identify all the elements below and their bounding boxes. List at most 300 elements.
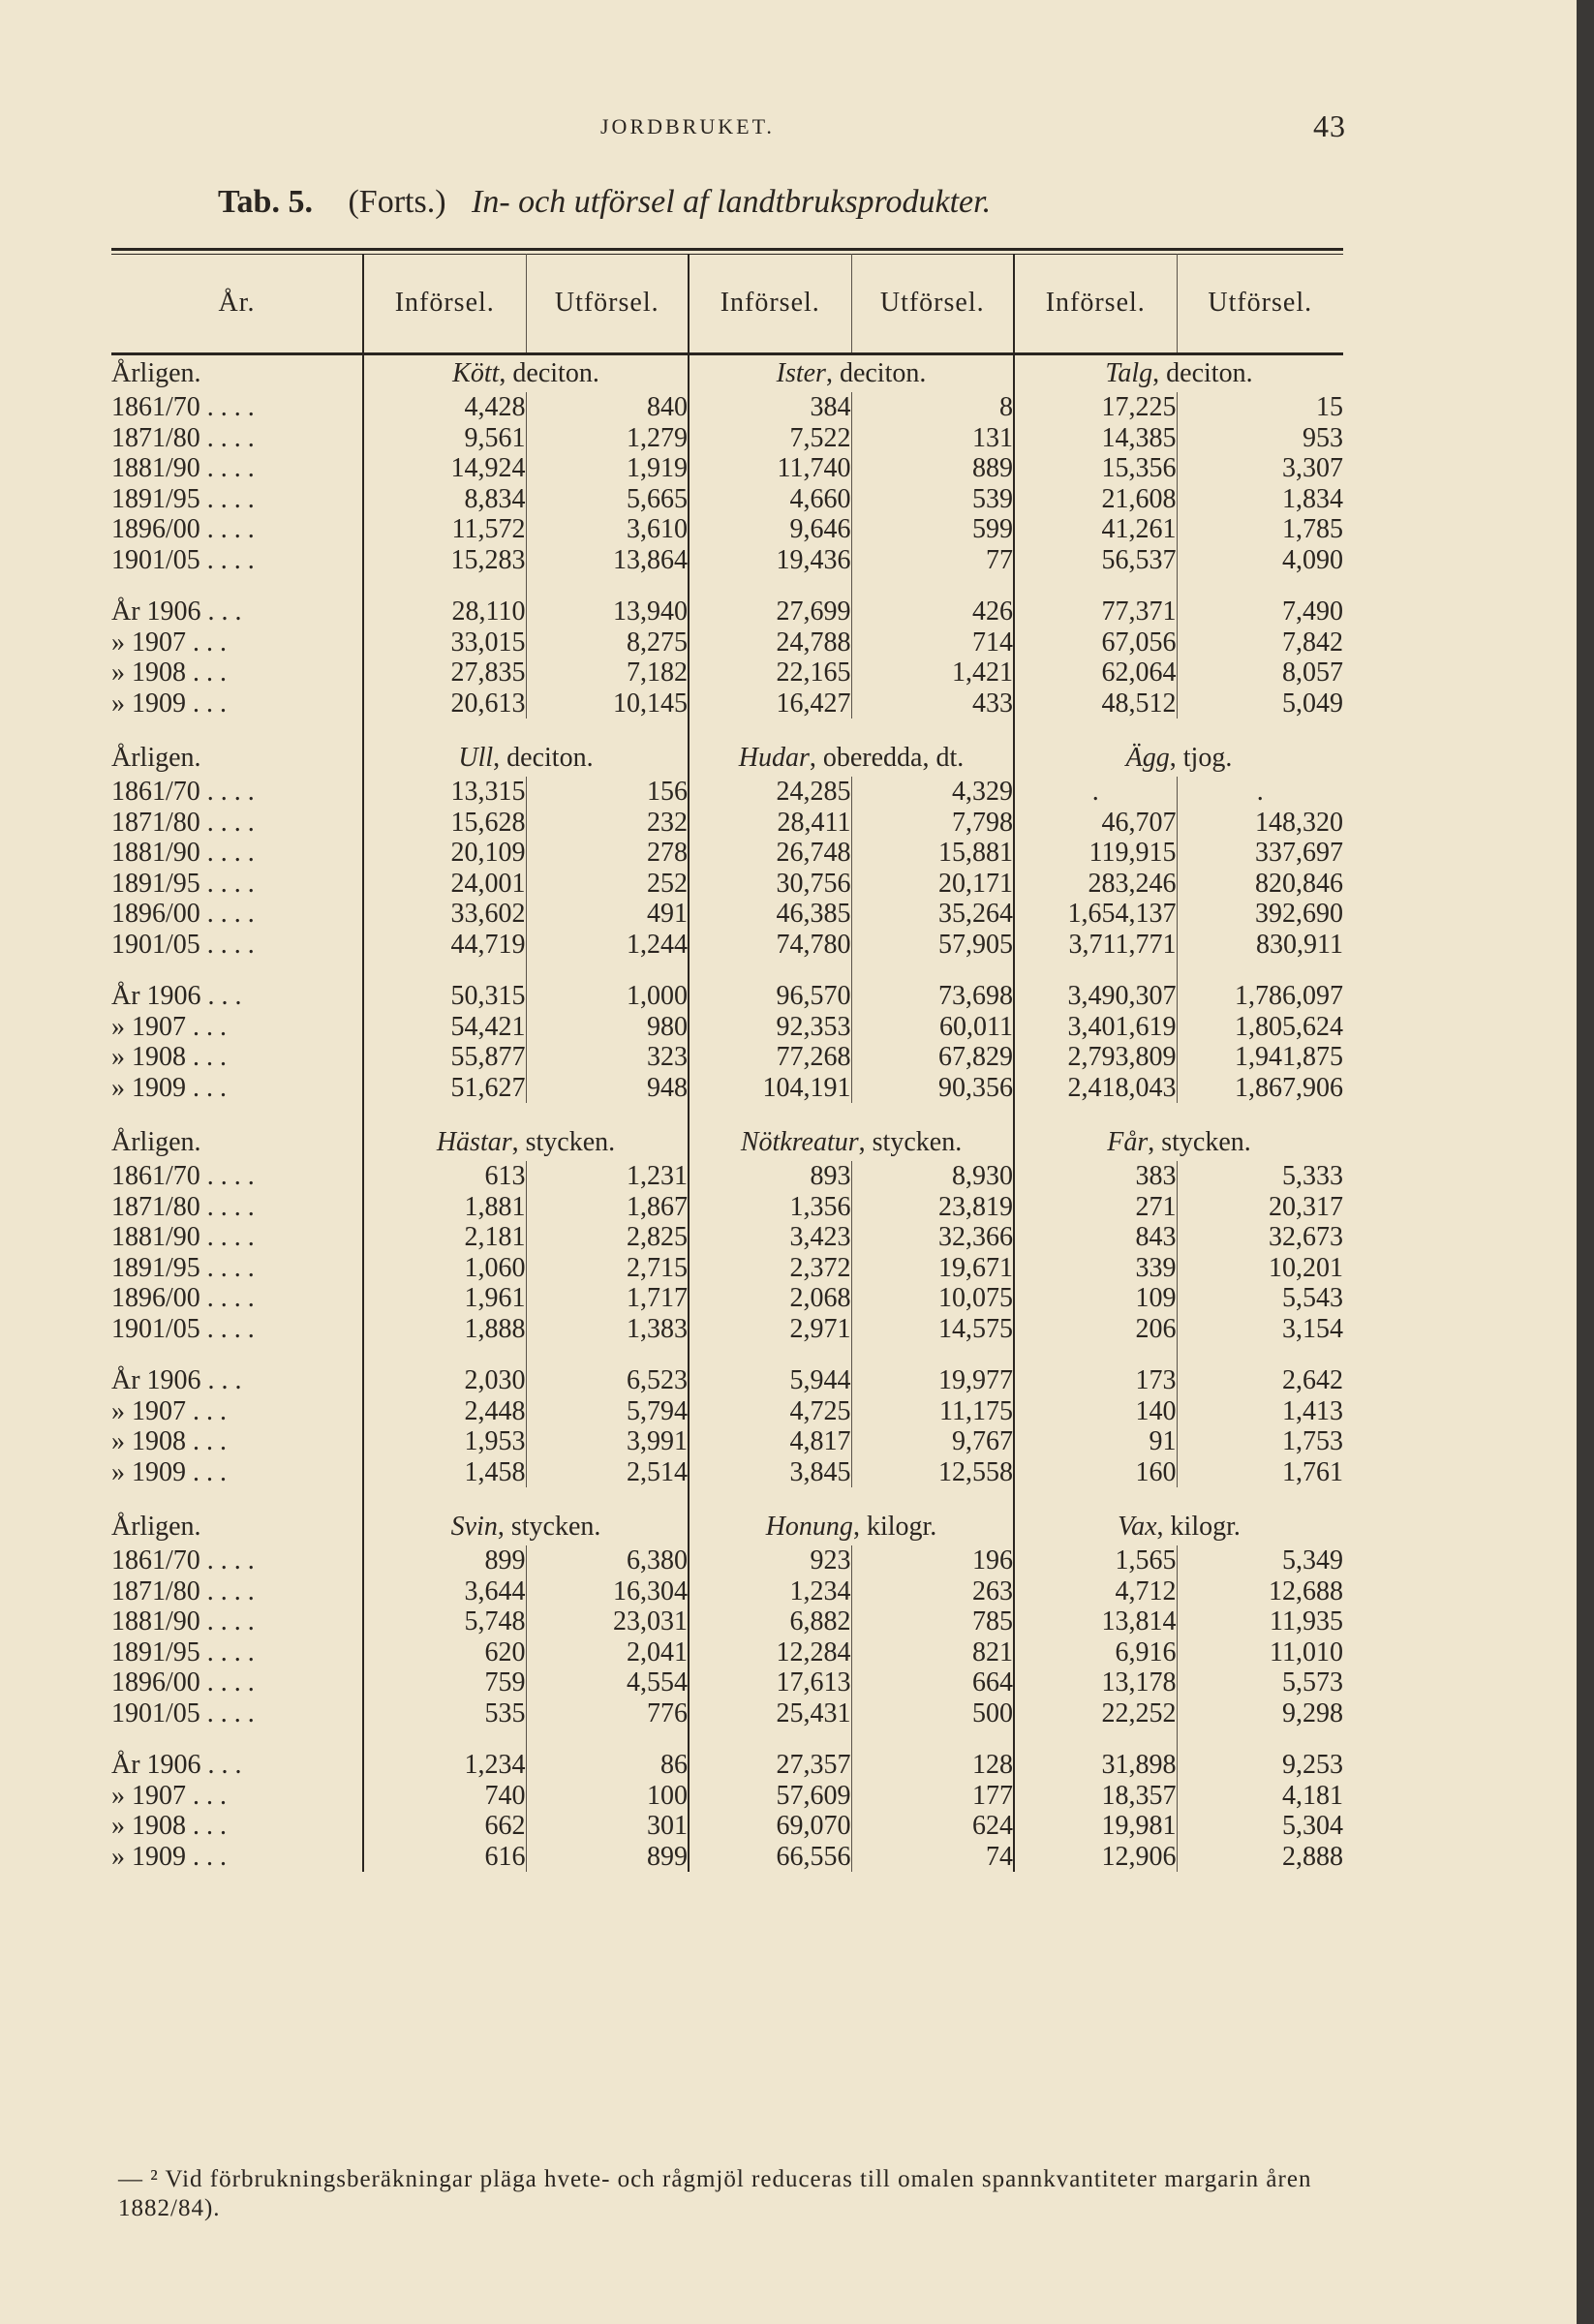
import-value: 27,357 [689, 1750, 851, 1781]
product-name: Ull [458, 743, 494, 774]
table-row [111, 869, 1343, 900]
product-unit: , deciton. [499, 358, 599, 389]
export-value: 4,329 [851, 777, 1014, 808]
product-unit: , deciton. [825, 358, 927, 389]
export-value: 8,057 [1282, 657, 1343, 688]
export-value: 2,715 [526, 1253, 689, 1284]
table-row [111, 1576, 1343, 1607]
product-unit: , stycken. [497, 1512, 601, 1543]
table-row [111, 1426, 1343, 1457]
product-name: Nötkreatur [740, 1127, 859, 1158]
product-name: Honung [765, 1512, 853, 1543]
product-heading [363, 1509, 689, 1545]
export-value: 948 [526, 1073, 689, 1104]
import-value: 30,756 [689, 869, 851, 900]
import-value: 2,448 [363, 1396, 526, 1427]
import-value: 5,944 [689, 1365, 851, 1396]
year-cell: 1896/00 . . . . [111, 899, 363, 930]
table-body [111, 354, 1343, 1873]
product-heading [1014, 1124, 1343, 1161]
export-value: 1,421 [851, 657, 1014, 688]
table-row [111, 1314, 1343, 1345]
header-year: År. [111, 254, 363, 354]
import-value: 21,608 [1014, 484, 1177, 515]
import-value: 662 [363, 1811, 526, 1842]
product-unit: , oberedda, dt. [809, 743, 965, 774]
export-value: 60,011 [851, 1012, 1014, 1043]
export-value: 278 [526, 838, 689, 869]
export-value: 776 [526, 1698, 689, 1729]
import-value: 3,711,771 [1014, 930, 1177, 961]
import-value: 6,882 [689, 1606, 851, 1637]
year-cell: 1861/70 . . . . [111, 1161, 363, 1192]
year-cell: » 1908 . . . [111, 657, 363, 688]
year-cell: 1881/90 . . . . [111, 1222, 363, 1253]
year-cell: » 1908 . . . [111, 1811, 363, 1842]
product-heading [689, 740, 1014, 777]
table-row [111, 808, 1343, 839]
import-value: 2,418,043 [1014, 1073, 1177, 1104]
import-value: 51,627 [363, 1073, 526, 1104]
table-row [111, 392, 1343, 423]
import-value: 16,427 [689, 688, 851, 719]
import-value: 18,357 [1014, 1781, 1177, 1812]
import-value: 57,609 [689, 1781, 851, 1812]
export-value: 9,253 [1282, 1750, 1343, 1780]
year-cell: 1881/90 . . . . [111, 838, 363, 869]
export-value: 5,349 [1282, 1545, 1343, 1575]
import-value: 1,458 [363, 1457, 526, 1488]
import-value: 1,060 [363, 1253, 526, 1284]
import-value: 535 [363, 1698, 526, 1729]
import-value: 56,537 [1014, 545, 1177, 576]
year-cell: 1896/00 . . . . [111, 514, 363, 545]
table-row [111, 1012, 1343, 1043]
top-rule [111, 248, 1343, 251]
import-value: 2,181 [363, 1222, 526, 1253]
table-row [111, 1698, 1343, 1729]
import-value: 6,916 [1014, 1637, 1177, 1668]
spacer-row [111, 719, 1343, 740]
product-unit: , deciton. [493, 743, 594, 774]
year-cell: » 1909 . . . [111, 688, 363, 719]
export-value: 840 [526, 392, 689, 423]
section-year-label: Årligen. [111, 1124, 363, 1161]
running-title: JORDBRUKET. [600, 114, 775, 138]
export-value: 11,935 [1270, 1606, 1343, 1636]
export-value: 8,275 [526, 627, 689, 658]
export-value: 7,182 [526, 657, 689, 688]
export-value: 5,304 [1282, 1811, 1343, 1841]
product-name: Kött [452, 358, 500, 389]
export-value: 12,558 [851, 1457, 1014, 1488]
section-heading-row [111, 1509, 1343, 1545]
export-value: 4,090 [1282, 544, 1343, 575]
product-name: Talg [1105, 358, 1153, 389]
import-value: 384 [689, 392, 851, 423]
import-value: 339 [1014, 1253, 1177, 1284]
year-cell: » 1908 . . . [111, 1426, 363, 1457]
export-value: 5,333 [1282, 1161, 1343, 1191]
export-value: 128 [851, 1750, 1014, 1781]
export-value: 820,846 [1255, 868, 1343, 899]
year-cell: 1861/70 . . . . [111, 777, 363, 808]
export-value: 252 [526, 869, 689, 900]
export-value: 3,991 [526, 1426, 689, 1457]
year-cell: År 1906 . . . [111, 1365, 363, 1396]
export-value: 100 [526, 1781, 689, 1812]
product-heading [363, 1124, 689, 1161]
table-row [111, 453, 1343, 484]
year-cell: » 1908 . . . [111, 1042, 363, 1073]
import-value: 25,431 [689, 1698, 851, 1729]
export-value: 67,829 [851, 1042, 1014, 1073]
page-number: 43 [1313, 108, 1346, 143]
export-value: 6,380 [526, 1545, 689, 1576]
export-value: 16,304 [526, 1576, 689, 1607]
table-row [111, 838, 1343, 869]
export-value: 13,864 [526, 545, 689, 576]
import-value: 33,015 [363, 627, 526, 658]
export-value: 14,575 [851, 1314, 1014, 1345]
import-value: 3,423 [689, 1222, 851, 1253]
year-cell: År 1906 . . . [111, 596, 363, 627]
import-value: 616 [363, 1842, 526, 1873]
export-value: 1,867 [526, 1192, 689, 1223]
year-cell: 1896/00 . . . . [111, 1667, 363, 1698]
product-heading [689, 1124, 1014, 1161]
import-value: 50,315 [363, 981, 526, 1012]
export-value: 32,366 [851, 1222, 1014, 1253]
import-value: 1,234 [363, 1750, 526, 1781]
table-row [111, 1396, 1343, 1427]
table-row [111, 484, 1343, 515]
product-unit: , tjog. [1169, 743, 1233, 774]
import-value: 44,719 [363, 930, 526, 961]
product-name: Vax [1118, 1512, 1157, 1543]
year-cell: 1881/90 . . . . [111, 1606, 363, 1637]
import-value: 1,881 [363, 1192, 526, 1223]
export-value: . [1256, 777, 1264, 807]
export-value: 2,888 [1282, 1841, 1343, 1872]
table-row [111, 1457, 1343, 1488]
import-value: 55,877 [363, 1042, 526, 1073]
export-value: 1,413 [1282, 1395, 1343, 1426]
export-value: 177 [851, 1781, 1014, 1812]
export-value: 1,805,624 [1235, 1011, 1343, 1042]
export-value: 5,794 [526, 1396, 689, 1427]
export-value: 3,610 [526, 514, 689, 545]
export-value: 4,554 [526, 1667, 689, 1698]
section-year-label: Årligen. [111, 354, 363, 393]
spacer-row [111, 575, 1343, 596]
spacer-row [111, 1344, 1343, 1365]
table-caption [218, 184, 991, 221]
import-value: 96,570 [689, 981, 851, 1012]
product-name: Får [1107, 1127, 1149, 1158]
import-value: 20,109 [363, 838, 526, 869]
export-value: 889 [851, 453, 1014, 484]
import-value: 2,030 [363, 1365, 526, 1396]
import-value: 4,712 [1014, 1576, 1177, 1607]
year-cell: » 1909 . . . [111, 1457, 363, 1488]
export-value: 301 [526, 1811, 689, 1842]
export-value: 624 [851, 1811, 1014, 1842]
product-heading [1014, 354, 1343, 393]
import-value: 2,793,809 [1014, 1042, 1177, 1073]
import-value: 28,411 [689, 808, 851, 839]
import-value: 2,372 [689, 1253, 851, 1284]
import-value: 1,888 [363, 1314, 526, 1345]
import-value: 109 [1014, 1283, 1177, 1314]
export-value: 830,911 [1256, 929, 1343, 960]
spacer-row [111, 960, 1343, 981]
spacer-row [111, 1103, 1343, 1124]
product-unit: , stycken. [511, 1127, 616, 1158]
year-cell: 1871/80 . . . . [111, 1576, 363, 1607]
import-value: 13,814 [1014, 1606, 1177, 1637]
export-value: 5,665 [526, 484, 689, 515]
spacer-row [111, 1728, 1343, 1750]
import-value: 2,068 [689, 1283, 851, 1314]
import-value: 173 [1014, 1365, 1177, 1396]
export-value: 337,697 [1255, 838, 1343, 868]
import-value: 14,924 [363, 453, 526, 484]
export-value: 539 [851, 484, 1014, 515]
export-value: 980 [526, 1012, 689, 1043]
table-row [111, 1073, 1343, 1104]
export-value: 11,010 [1270, 1636, 1343, 1667]
year-cell: » 1909 . . . [111, 1842, 363, 1873]
import-value: 22,252 [1014, 1698, 1177, 1729]
import-value: 17,225 [1014, 392, 1177, 423]
import-value: 160 [1014, 1457, 1177, 1488]
export-value: 1,761 [1282, 1456, 1343, 1487]
import-value: 843 [1014, 1222, 1177, 1253]
import-value: 26,748 [689, 838, 851, 869]
table-row [111, 1667, 1343, 1698]
import-value: 1,565 [1014, 1545, 1177, 1576]
import-value: 11,572 [363, 514, 526, 545]
product-heading [689, 354, 1014, 393]
import-value: 12,906 [1014, 1842, 1177, 1873]
export-value: 148,320 [1255, 807, 1343, 838]
import-value: 5,748 [363, 1606, 526, 1637]
export-value: 77 [851, 545, 1014, 576]
import-value: 46,385 [689, 899, 851, 930]
export-value: 323 [526, 1042, 689, 1073]
export-value: 7,798 [851, 808, 1014, 839]
import-value: 17,613 [689, 1667, 851, 1698]
export-value: 500 [851, 1698, 1014, 1729]
year-cell: 1871/80 . . . . [111, 808, 363, 839]
section-heading-row [111, 1124, 1343, 1161]
table-row [111, 1781, 1343, 1812]
table-row [111, 1842, 1343, 1873]
year-cell: 1896/00 . . . . [111, 1283, 363, 1314]
export-value: 8 [851, 392, 1014, 423]
import-value: 1,953 [363, 1426, 526, 1457]
import-value: 15,283 [363, 545, 526, 576]
export-value: 23,031 [526, 1606, 689, 1637]
year-cell: » 1907 . . . [111, 1012, 363, 1043]
year-cell: 1901/05 . . . . [111, 1314, 363, 1345]
import-value: 740 [363, 1781, 526, 1812]
export-value: 426 [851, 596, 1014, 627]
product-unit: , stycken. [1148, 1127, 1251, 1158]
import-value: 67,056 [1014, 627, 1177, 658]
import-value: 613 [363, 1161, 526, 1192]
year-cell: 1901/05 . . . . [111, 930, 363, 961]
export-value: 1,383 [526, 1314, 689, 1345]
year-cell: 1881/90 . . . . [111, 453, 363, 484]
export-value: 1,753 [1282, 1426, 1343, 1456]
export-value: 5,543 [1282, 1283, 1343, 1313]
import-value: 9,561 [363, 423, 526, 454]
footnote: — ² Vid förbrukningsberäkningar pläga hvete- och rågmjöl reduceras till omalen spannkvantiteter margarin åren 1882/84). [118, 2166, 1312, 2221]
import-value: 91 [1014, 1426, 1177, 1457]
import-value: 4,725 [689, 1396, 851, 1427]
export-value: 20,317 [1269, 1191, 1343, 1222]
product-name: Ägg [1125, 743, 1170, 774]
import-value: 1,961 [363, 1283, 526, 1314]
export-value: 1,786,097 [1235, 981, 1343, 1011]
table-row [111, 1222, 1343, 1253]
export-value: 20,171 [851, 869, 1014, 900]
table-row [111, 627, 1343, 658]
export-value: 3,307 [1282, 453, 1343, 483]
export-value: 4,181 [1282, 1780, 1343, 1811]
export-value: 263 [851, 1576, 1014, 1607]
table-row [111, 596, 1343, 627]
year-cell: 1891/95 . . . . [111, 869, 363, 900]
import-value: 9,646 [689, 514, 851, 545]
export-value: 1,279 [526, 423, 689, 454]
product-name: Hudar [738, 743, 810, 774]
import-value: . [1014, 777, 1177, 808]
export-value: 90,356 [851, 1073, 1014, 1104]
export-value: 12,688 [1269, 1575, 1343, 1606]
year-cell: 1891/95 . . . . [111, 1637, 363, 1668]
export-value: 491 [526, 899, 689, 930]
year-cell: 1861/70 . . . . [111, 1545, 363, 1576]
table-row [111, 1637, 1343, 1668]
import-value: 383 [1014, 1161, 1177, 1192]
export-value: 821 [851, 1637, 1014, 1668]
import-value: 54,421 [363, 1012, 526, 1043]
year-cell: 1871/80 . . . . [111, 1192, 363, 1223]
import-value: 3,401,619 [1014, 1012, 1177, 1043]
product-heading [1014, 1509, 1343, 1545]
table-row [111, 1365, 1343, 1396]
import-value: 48,512 [1014, 688, 1177, 719]
year-cell: » 1907 . . . [111, 627, 363, 658]
table-row [111, 899, 1343, 930]
product-name: Svin [450, 1512, 498, 1543]
export-value: 1,785 [1282, 514, 1343, 544]
product-name: Ister [776, 358, 826, 389]
export-value: 73,698 [851, 981, 1014, 1012]
year-cell: 1891/95 . . . . [111, 1253, 363, 1284]
import-value: 1,356 [689, 1192, 851, 1223]
header-out-2: Utförsel. [851, 254, 1014, 354]
export-value: 156 [526, 777, 689, 808]
import-value: 104,191 [689, 1073, 851, 1104]
import-value: 7,522 [689, 423, 851, 454]
import-value: 1,654,137 [1014, 899, 1177, 930]
table-row [111, 545, 1343, 576]
year-cell: 1901/05 . . . . [111, 1698, 363, 1729]
header-out-3: Utförsel. [1208, 288, 1313, 318]
table-number: Tab. 5. [218, 184, 313, 220]
table-row [111, 1283, 1343, 1314]
import-value: 19,981 [1014, 1811, 1177, 1842]
export-value: 57,905 [851, 930, 1014, 961]
product-unit: , stycken. [858, 1127, 963, 1158]
export-value: 7,842 [1282, 627, 1343, 657]
table-row [111, 777, 1343, 808]
import-value: 19,436 [689, 545, 851, 576]
year-cell: År 1906 . . . [111, 1750, 363, 1781]
year-cell: 1891/95 . . . . [111, 484, 363, 515]
export-value: 131 [851, 423, 1014, 454]
import-value: 24,788 [689, 627, 851, 658]
import-value: 283,246 [1014, 869, 1177, 900]
export-value: 785 [851, 1606, 1014, 1637]
export-value: 15,881 [851, 838, 1014, 869]
export-value: 6,523 [526, 1365, 689, 1396]
import-value: 22,165 [689, 657, 851, 688]
section-year-label: Årligen. [111, 740, 363, 777]
export-value: 2,514 [526, 1457, 689, 1488]
export-value: 899 [526, 1842, 689, 1873]
header-out-1: Utförsel. [526, 254, 689, 354]
import-value: 15,628 [363, 808, 526, 839]
export-value: 9,298 [1282, 1697, 1343, 1728]
table-row [111, 1545, 1343, 1576]
import-value: 24,001 [363, 869, 526, 900]
table-row [111, 1161, 1343, 1192]
import-value: 206 [1014, 1314, 1177, 1345]
export-value: 19,671 [851, 1253, 1014, 1284]
section-heading-row [111, 740, 1343, 777]
table-row [111, 688, 1343, 719]
product-heading [1014, 740, 1343, 777]
import-value: 13,315 [363, 777, 526, 808]
export-value: 74 [851, 1842, 1014, 1873]
import-value: 92,353 [689, 1012, 851, 1043]
import-value: 14,385 [1014, 423, 1177, 454]
import-value: 271 [1014, 1192, 1177, 1223]
import-value: 77,371 [1014, 596, 1177, 627]
import-value: 20,613 [363, 688, 526, 719]
section-year-label: Årligen. [111, 1509, 363, 1545]
export-value: 2,041 [526, 1637, 689, 1668]
import-value: 27,835 [363, 657, 526, 688]
header-in-3: Införsel. [1014, 254, 1177, 354]
import-value: 3,845 [689, 1457, 851, 1488]
export-value: 35,264 [851, 899, 1014, 930]
export-value: 1,867,906 [1235, 1072, 1343, 1103]
year-cell: År 1906 . . . [111, 981, 363, 1012]
import-value: 11,740 [689, 453, 851, 484]
table-row [111, 514, 1343, 545]
export-value: 2,642 [1282, 1365, 1343, 1395]
trade-table [111, 254, 1343, 1872]
export-value: 1,244 [526, 930, 689, 961]
table-row [111, 657, 1343, 688]
export-value: 1,941,875 [1235, 1042, 1343, 1072]
